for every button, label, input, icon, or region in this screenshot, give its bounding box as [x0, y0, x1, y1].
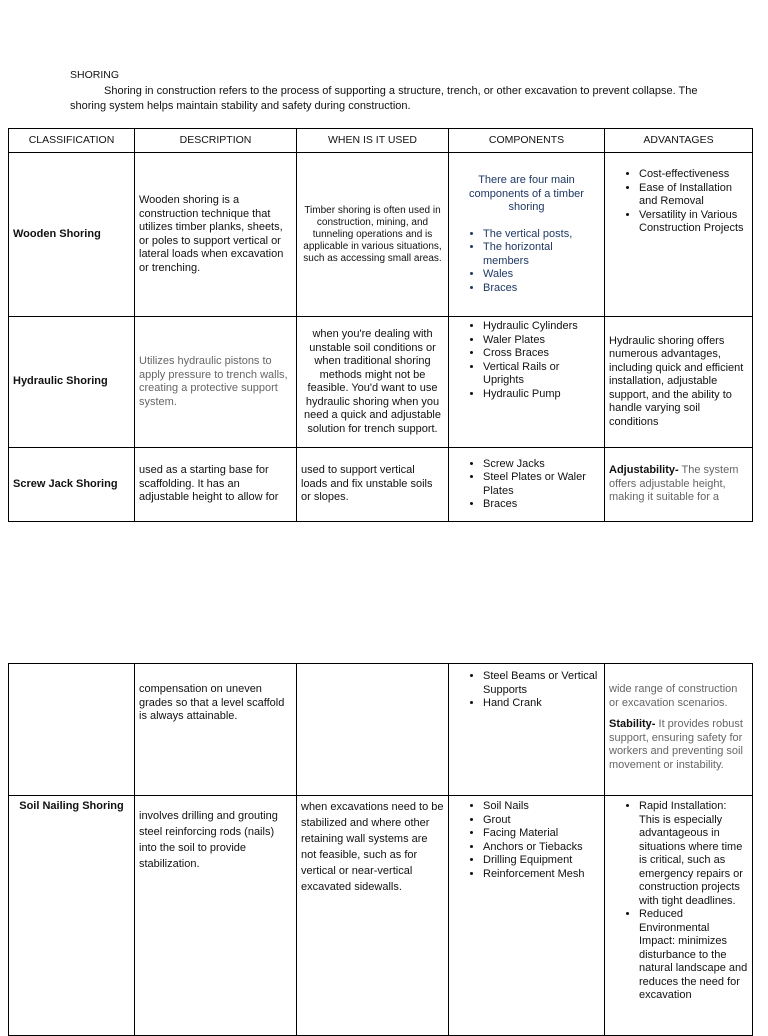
row-when-used: Timber shoring is often used in construction, mining, and tunneling operations and is applicable in various situations, such as accessing small areas. [297, 153, 449, 317]
components-list [453, 800, 600, 881]
list-item: • Rapid Installation: This is especially advantageous in situations where time is critical, such as emergency repairs or construction projects with tight deadlines. [639, 800, 748, 908]
advantage-continuation: wide range of construction or excavation scenarios. [609, 683, 738, 709]
list-item: • Cross Braces [483, 347, 600, 361]
list-item: • Vertical Rails or Uprights [483, 361, 600, 388]
table-row [9, 448, 753, 522]
row-classification [9, 664, 135, 796]
components-intro: There are four main components of a timber shoring [469, 174, 584, 213]
advantage-title: Adjustability- [609, 464, 679, 477]
list-item: • Facing Material [483, 827, 600, 841]
advantage-text: The system offers adjustable height, making it suitable for a [609, 464, 739, 504]
advantages-list [609, 800, 748, 1003]
row-advantages [605, 796, 753, 1036]
advantage-text: It provides robust support, ensuring safety for workers and preventing soil movement or instability. [609, 718, 743, 771]
list-item: • Anchors or Tiebacks [483, 841, 600, 855]
list-item: • Versatility in Various Construction Projects [639, 209, 748, 236]
list-item: • The vertical posts, [483, 228, 600, 242]
row-classification: Hydraulic Shoring [9, 317, 135, 448]
row-description: used as a starting base for scaffolding. It has an adjustable height to allow for [135, 448, 297, 522]
header-classification: CLASSIFICATION [9, 129, 135, 153]
advantage-item [609, 718, 748, 772]
list-item: • Braces [483, 282, 600, 296]
row-advantages [605, 153, 753, 317]
list-item: • Hydraulic Pump [483, 388, 600, 402]
list-item: • Soil Nails [483, 800, 600, 814]
row-when-used: when excavations need to be stabilized and where other retaining wall systems are not feasible, such as for vertical or near-vertical excavated sidewalls. [297, 796, 449, 1036]
table-row [9, 796, 753, 1036]
row-when-used [297, 664, 449, 796]
components-list [453, 458, 600, 512]
document-heading: SHORING [70, 69, 120, 81]
row-when-used: used to support vertical loads and fix unstable soils or slopes. [297, 448, 449, 522]
header-when-used: WHEN IS IT USED [297, 129, 449, 153]
row-classification: Soil Nailing Shoring [9, 796, 135, 1036]
row-components [449, 153, 605, 317]
row-description: involves drilling and grouting steel reinforcing rods (nails) into the soil to provide stabilization. [135, 796, 297, 1036]
header-advantages: ADVANTAGES [605, 129, 753, 153]
row-advantages: Hydraulic shoring offers numerous advantages, including quick and efficient installation, adjustable support, and the ability to handle varying soil conditions [605, 317, 753, 448]
intro-paragraph [70, 84, 710, 114]
components-list [453, 228, 600, 296]
list-item: • Ease of Installation and Removal [639, 182, 748, 209]
list-item: • Screw Jacks [483, 458, 600, 472]
row-when-used: when you're dealing with unstable soil conditions or when traditional shoring methods might not be feasible. You'd want to use hydraulic shoring when you need a quick and adjustable solution for trench support. [297, 317, 449, 448]
shoring-table [8, 128, 753, 522]
list-item: • Cost-effectiveness [639, 168, 748, 182]
row-components [449, 796, 605, 1036]
header-components: COMPONENTS [449, 129, 605, 153]
header-description: DESCRIPTION [135, 129, 297, 153]
list-item: • Steel Beams or Vertical Supports [483, 670, 600, 697]
row-classification: Screw Jack Shoring [9, 448, 135, 522]
row-description: Wooden shoring is a construction technique that utilizes timber planks, sheets, or poles to support vertical or lateral loads when excavation or trenching. [135, 153, 297, 317]
list-item: • Braces [483, 498, 600, 512]
row-description: Utilizes hydraulic pistons to apply pressure to trench walls, creating a protective support system. [135, 317, 297, 448]
components-list [453, 670, 600, 711]
row-classification: Wooden Shoring [9, 153, 135, 317]
row-advantages [605, 448, 753, 522]
components-list [453, 320, 600, 401]
row-components [449, 317, 605, 448]
row-advantages [605, 664, 753, 796]
advantages-list [609, 168, 748, 236]
intro-text: Shoring in construction refers to the process of supporting a structure, trench, or other excavation to prevent collapse. The shoring system helps maintain stability and safety during construction. [70, 85, 698, 112]
table-row [9, 153, 753, 317]
list-item: • Steel Plates or Waler Plates [483, 471, 600, 498]
row-description: compensation on uneven grades so that a level scaffold is always attainable. [135, 664, 297, 796]
list-item: • Wales [483, 268, 600, 282]
list-item: • Hydraulic Cylinders [483, 320, 600, 334]
list-item: • Waler Plates [483, 334, 600, 348]
table-row [9, 317, 753, 448]
advantage-title: Stability- [609, 718, 656, 730]
row-components [449, 448, 605, 522]
list-item: • Reduced Environmental Impact: minimizes disturbance to the natural landscape and reduces the need for excavation [639, 908, 748, 1003]
list-item: • Drilling Equipment [483, 854, 600, 868]
list-item: • The horizontal members [483, 241, 600, 268]
list-item: • Hand Crank [483, 697, 600, 711]
header-row [9, 129, 753, 153]
list-item: • Reinforcement Mesh [483, 868, 600, 882]
list-item: • Grout [483, 814, 600, 828]
table-row [9, 664, 753, 796]
row-components [449, 664, 605, 796]
shoring-table-continued [8, 663, 753, 1036]
